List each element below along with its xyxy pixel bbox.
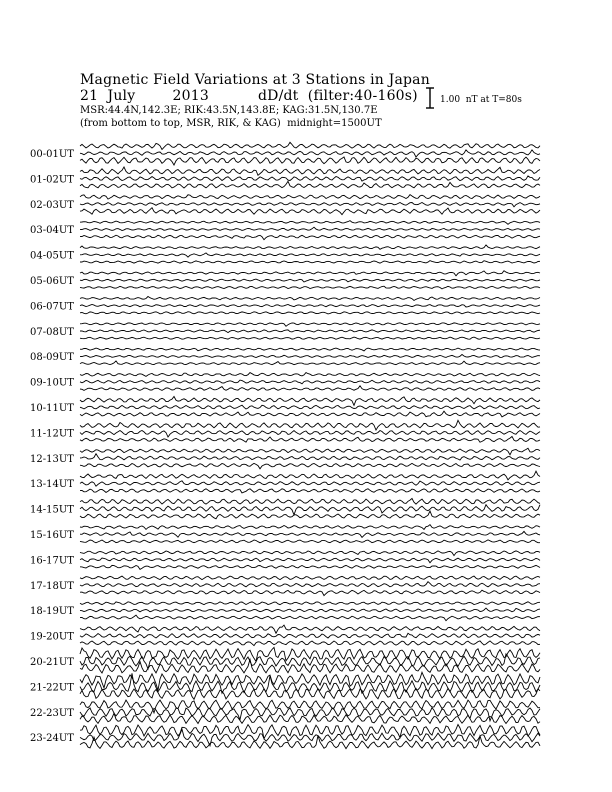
trace-kag [80, 551, 540, 556]
hour-label: 21-22UT [30, 682, 74, 694]
trace-kag [80, 576, 540, 580]
hour-label: 00-01UT [30, 149, 74, 160]
hour-label: 03-04UT [30, 225, 74, 237]
trace-rik [80, 608, 540, 612]
hour-row [30, 245, 540, 263]
hour-row [30, 323, 540, 340]
trace-rik [80, 380, 540, 384]
trace-kag [80, 297, 540, 301]
trace-kag [80, 499, 540, 505]
chart-quantity: dD/dt (filter:40-160s) [258, 88, 418, 104]
hour-row [30, 221, 540, 240]
hour-label: 17-18UT [30, 580, 74, 592]
trace-msr [80, 411, 540, 417]
hour-row [30, 525, 540, 543]
trace-msr [80, 312, 540, 314]
trace-rik [80, 279, 540, 282]
trace-kag [80, 672, 540, 690]
trace-rik [80, 330, 540, 333]
trace-rik [80, 633, 540, 638]
trace-msr [80, 235, 540, 240]
hour-label: 12-13UT [30, 453, 74, 465]
hour-label: 19-20UT [30, 631, 74, 643]
trace-rik [80, 355, 540, 358]
scale-bar-label: 1.00 nT at T=80s [440, 95, 522, 105]
trace-kag [80, 245, 540, 249]
hour-row [30, 672, 540, 699]
trace-kag [80, 525, 540, 530]
hour-row [30, 602, 540, 621]
trace-msr [80, 511, 540, 519]
trace-kag [80, 420, 540, 430]
hour-label: 20-21UT [30, 657, 74, 668]
hour-label: 04-05UT [30, 250, 74, 262]
hour-row [30, 420, 540, 442]
hour-label: 23-24UT [30, 733, 74, 745]
hour-row [30, 373, 540, 391]
trace-kag [80, 373, 540, 377]
trace-kag [80, 448, 540, 455]
trace-msr [80, 337, 540, 339]
trace-kag [80, 271, 540, 276]
hour-row [30, 348, 540, 365]
hour-label: 09-10UT [30, 377, 74, 389]
trace-msr [80, 361, 540, 365]
trace-rik [80, 203, 540, 207]
trace-kag [80, 323, 540, 327]
trace-rik [80, 405, 540, 409]
trace-kag [80, 602, 540, 605]
chart-title: Magnetic Field Variations at 3 Stations in Japan [80, 72, 430, 88]
trace-msr [80, 736, 540, 749]
trace-kag [80, 647, 540, 661]
hour-row [30, 700, 540, 723]
hour-row [30, 471, 540, 493]
trace-kag [80, 142, 540, 149]
hour-label: 05-06UT [30, 276, 74, 287]
hour-row [30, 448, 540, 469]
trace-rik [80, 481, 540, 486]
hour-label: 10-11UT [30, 403, 74, 414]
trace-rik [80, 176, 540, 181]
trace-msr [80, 436, 540, 442]
trace-rik [80, 150, 540, 157]
hour-label: 16-17UT [30, 555, 74, 567]
trace-rik [80, 305, 540, 308]
hour-row [30, 167, 540, 188]
trace-msr [80, 565, 540, 569]
hour-label: 22-23UT [30, 707, 74, 719]
hour-row [30, 297, 540, 314]
hour-label: 08-09UT [30, 352, 74, 364]
hour-row [30, 195, 540, 215]
hour-label: 14-15UT [30, 504, 74, 516]
hour-label: 01-02UT [30, 174, 74, 186]
trace-msr [80, 463, 540, 468]
trace-msr [80, 540, 540, 543]
trace-kag [80, 471, 540, 480]
hour-row [30, 397, 540, 417]
trace-kag [80, 397, 540, 406]
hour-label: 15-16UT [30, 530, 74, 541]
trace-msr [80, 641, 540, 646]
trace-rik [80, 531, 540, 537]
scale-bar [426, 88, 434, 108]
trace-msr [80, 386, 540, 391]
hour-row [30, 647, 540, 673]
trace-rik [80, 582, 540, 587]
trace-msr [80, 181, 540, 188]
trace-rik [80, 431, 540, 438]
hour-row [30, 271, 540, 289]
hour-row [30, 625, 540, 646]
hour-row [30, 499, 540, 519]
trace-msr [80, 489, 540, 493]
hour-row [30, 551, 540, 570]
trace-rik [80, 227, 540, 230]
hour-label: 02-03UT [30, 199, 74, 211]
hour-label: 11-12UT [30, 428, 74, 440]
trace-msr [80, 590, 540, 595]
station-order-note: (from bottom to top, MSR, RIK, & KAG) midnight=1500UT [80, 118, 382, 129]
trace-kag [80, 700, 540, 713]
trace-rik [80, 253, 540, 257]
station-coordinates: MSR:44.4N,142.3E; RIK:43.5N,143.8E; KAG:31.5N,130.7E [80, 105, 378, 116]
trace-kag [80, 167, 540, 175]
trace-kag [80, 221, 540, 225]
trace-kag [80, 348, 540, 351]
chart-date: 21 July 2013 [80, 88, 209, 104]
hour-row [30, 576, 540, 596]
trace-msr [80, 286, 540, 289]
trace-kag [80, 725, 540, 739]
hour-label: 07-08UT [30, 326, 74, 338]
trace-rik [80, 505, 540, 515]
trace-msr [80, 157, 540, 165]
trace-msr [80, 615, 540, 621]
hour-row [30, 142, 540, 165]
hour-rows [30, 142, 540, 748]
hour-label: 18-19UT [30, 606, 74, 618]
hour-label: 06-07UT [30, 301, 74, 313]
hour-row [30, 725, 540, 749]
trace-kag [80, 625, 540, 633]
hour-label: 13-14UT [30, 479, 74, 491]
trace-rik [80, 558, 540, 563]
trace-msr [80, 208, 540, 215]
trace-msr [80, 261, 540, 264]
trace-kag [80, 195, 540, 200]
trace-rik [80, 454, 540, 460]
